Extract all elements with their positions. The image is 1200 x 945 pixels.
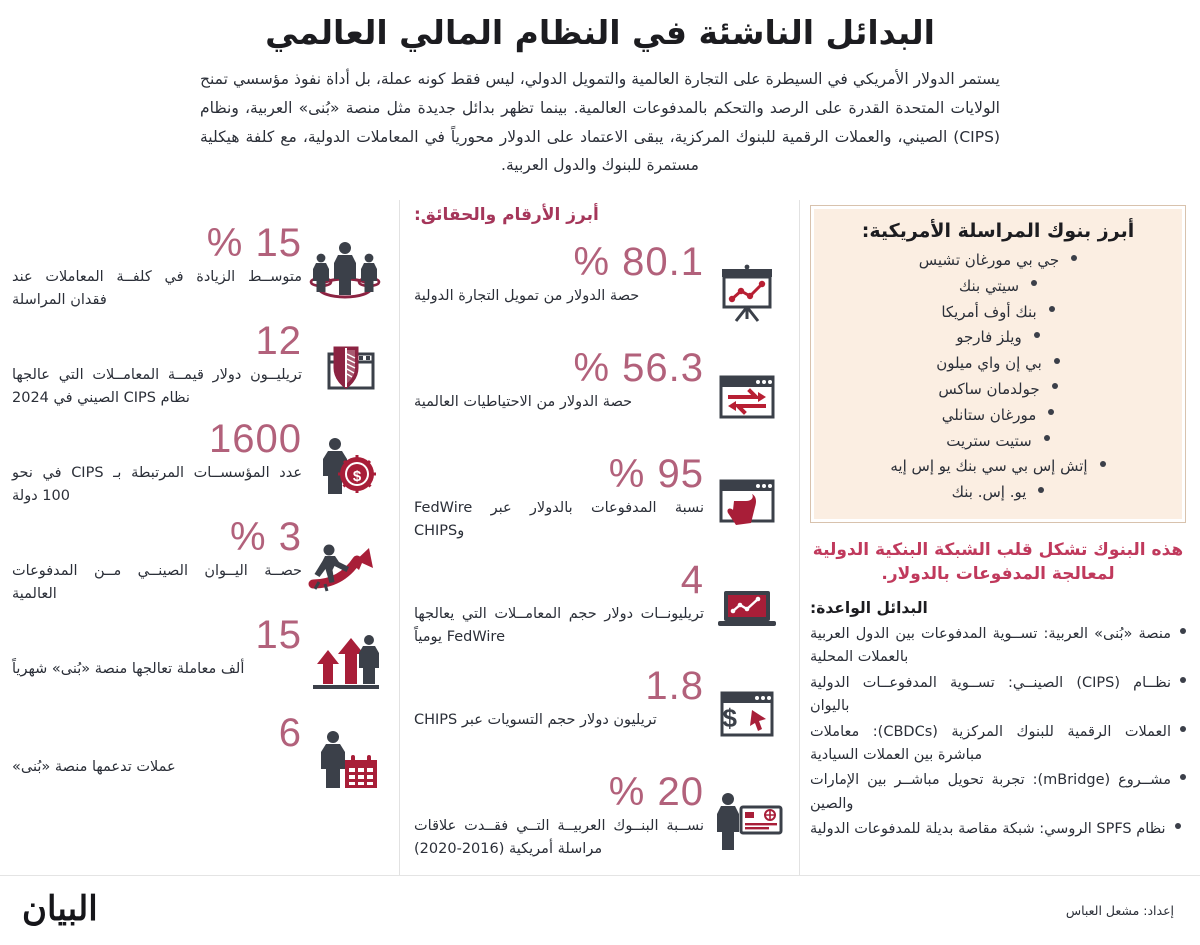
man-pulling-arrow-icon xyxy=(302,522,388,608)
bullet-icon xyxy=(1054,358,1060,364)
list-item xyxy=(827,429,1169,455)
stat-value xyxy=(414,665,704,708)
stat-row xyxy=(8,320,388,412)
click-window-icon xyxy=(704,459,790,545)
stat-number: 1600 xyxy=(209,417,302,461)
stat-row xyxy=(8,222,388,314)
bullet-icon xyxy=(1049,306,1055,312)
stat-description: تريليونــات دولار حجم المعامــلات التي يعالجها FedWire يومياً xyxy=(414,606,704,645)
svg-text:$: $ xyxy=(352,468,362,485)
growth-bars-person-icon xyxy=(302,620,388,706)
right-column xyxy=(800,200,1200,875)
stat-number: 4 xyxy=(680,558,704,602)
header xyxy=(0,0,1200,180)
stat-description: تريليــون دولار قيمــة المعامــلات التي عالجها نظام CIPS الصيني في 2024 xyxy=(12,367,302,406)
presentation-chart-icon xyxy=(704,247,790,333)
list-item xyxy=(810,769,1186,816)
alternatives-heading: البدائل الواعدة: xyxy=(810,598,928,617)
key-figures-heading: أبرز الأرقام والحقائق: xyxy=(414,205,599,225)
bank-name: جولدمان ساكس xyxy=(938,379,1040,398)
page-title: البدائل الناشئة في النظام المالي العالمي xyxy=(265,13,935,52)
stat-description: حصة الدولار من الاحتياطيات العالمية xyxy=(414,394,633,411)
bullet-icon xyxy=(1180,726,1186,732)
stat-row xyxy=(8,712,388,804)
businessman-coin-icon xyxy=(302,424,388,510)
stat-number: 95 xyxy=(657,452,704,496)
left-column xyxy=(0,200,400,875)
intro-paragraph: يستمر الدولار الأمريكي في السيطرة على التجارة العالمية والتمويل الدولي، ليس فقط كونه عملة، بل أداة نفوذ مؤسسي تمنح الولايات المتحدة القدرة على الرصد والتحكم بالمدفوعات العالمية. بينما تظهر بدائل جديدة مثل منصة «بُنى» العربية، ونظام (CIPS) الصيني، والعملات الرقمية للبنوك المركزية، يبقى الاعتماد على الدولار محورياً في المعاملات الدولية، مع كلفة هيكلية مستمرة للبنوك والدول العربية. xyxy=(200,70,1000,175)
stat-row xyxy=(410,347,790,439)
stat-row xyxy=(410,665,790,757)
stat-number: 80.1 xyxy=(622,240,704,284)
list-item xyxy=(827,274,1169,300)
bank-name: يو. إس. بنك xyxy=(951,483,1027,502)
credit-line: إعداد: مشعل العباس xyxy=(1065,903,1174,918)
banks-panel-title: أبرز بنوك المراسلة الأمريكية: xyxy=(861,220,1135,242)
stat-value xyxy=(414,347,704,390)
list-item xyxy=(827,403,1169,429)
stat-description: نســبة البنــوك العربيــة التــي فقــدت علاقات مراسلة أمريكية (2016-2020) xyxy=(414,818,704,857)
stat-unit: % xyxy=(230,515,267,559)
stat-value xyxy=(414,453,704,496)
stat-description: حصة الدولار من تمويل التجارة الدولية xyxy=(414,288,640,305)
list-item xyxy=(810,818,1186,841)
list-item xyxy=(827,325,1169,351)
bullet-icon xyxy=(1100,461,1106,467)
content-columns xyxy=(0,200,1200,875)
alternative-text: منصة «بُنى» العربية: تســوية المدفوعات بين الدول العربية بالعملات المحلية xyxy=(810,625,1171,666)
stat-number: 3 xyxy=(278,515,302,559)
stat-value xyxy=(414,771,704,814)
exchange-window-icon xyxy=(704,353,790,439)
stat-unit: % xyxy=(608,452,646,496)
bank-name: إتش إس بي سي بنك يو إس إيه xyxy=(890,457,1088,476)
bank-name: ويلز فارجو xyxy=(956,328,1022,347)
stat-unit: % xyxy=(608,770,646,814)
alternative-text: العملات الرقمية للبنوك المركزية (CBDCs): معاملات مباشرة بين العملات السيادية xyxy=(810,723,1171,763)
stat-row xyxy=(8,418,388,510)
stat-row xyxy=(8,516,388,608)
stat-description: تريليون دولار حجم التسويات عبر CHIPS xyxy=(414,712,657,729)
footer xyxy=(0,875,1200,945)
stat-unit: % xyxy=(206,221,244,265)
alternative-text: نظــام (CIPS) الصينــي: تســوية المدفوعــات الدولية باليوان xyxy=(810,674,1171,715)
stat-value xyxy=(414,559,704,602)
stat-number: 56.3 xyxy=(622,346,704,390)
stat-value xyxy=(12,222,302,265)
bank-name: بنك أوف أمريكا xyxy=(941,302,1037,321)
stat-description: ألف معاملة تعالجها منصة «بُنى» شهرياً xyxy=(12,661,245,678)
stat-description: نسبة المدفوعات بالدولار عبر FedWire وCHIPS xyxy=(414,500,704,539)
list-item xyxy=(827,377,1169,403)
dollar-window-cursor-icon xyxy=(704,671,790,757)
list-item xyxy=(810,721,1186,768)
list-item xyxy=(827,248,1169,274)
alternative-text: نظام SPFS الروسي: شبكة مقاصة بديلة للمدفوعات الدولية xyxy=(810,821,1166,838)
list-item xyxy=(810,672,1186,719)
laptop-chart-icon xyxy=(704,565,790,651)
shield-window-icon xyxy=(302,326,388,412)
list-item xyxy=(827,351,1169,377)
banks-note: هذه البنوك تشكل قلب الشبكة البنكية الدولية لمعالجة المدفوعات بالدولار. xyxy=(812,539,1184,584)
stat-value xyxy=(12,320,302,363)
bullet-icon xyxy=(1034,332,1040,338)
stat-row xyxy=(410,453,790,545)
bank-name: ستيت ستريت xyxy=(946,431,1032,450)
middle-column xyxy=(400,200,800,875)
stat-description: عدد المؤسســات المرتبطة بـ CIPS في نحو 100 دولة xyxy=(12,465,302,504)
bullet-icon xyxy=(1052,383,1058,389)
stat-value xyxy=(12,712,302,755)
stat-number: 6 xyxy=(278,711,302,755)
people-network-icon xyxy=(302,228,388,314)
bank-name: مورغان ستانلي xyxy=(941,405,1037,424)
bullet-icon xyxy=(1048,409,1054,415)
stat-row xyxy=(410,559,790,651)
stat-description: عملات تدعمها منصة «بُنى» xyxy=(12,759,176,776)
stat-number: 15 xyxy=(255,221,302,265)
bullet-icon xyxy=(1044,435,1050,441)
stat-number: 12 xyxy=(255,319,302,363)
alternative-text: مشــروع (mBridge): تجربة تحويل مباشــر بين الإمارات والصين xyxy=(810,772,1171,812)
stat-row xyxy=(410,771,790,863)
stat-unit: % xyxy=(573,240,611,284)
correspondent-banks-panel xyxy=(810,205,1186,523)
bullet-icon xyxy=(1180,774,1186,780)
bullet-icon xyxy=(1038,487,1044,493)
bank-name: بي إن واي ميلون xyxy=(936,354,1042,373)
stat-value xyxy=(12,614,302,657)
stat-value xyxy=(414,241,704,284)
stat-description: حصــة اليــوان الصينــي مــن المدفوعات العالمية xyxy=(12,563,302,602)
alternatives-list xyxy=(810,623,1186,842)
businessman-calendar-icon xyxy=(302,718,388,804)
bank-name: سيتي بنك xyxy=(958,276,1020,295)
list-item xyxy=(827,454,1169,480)
bullet-icon xyxy=(1031,280,1037,286)
businessman-card-icon xyxy=(704,777,790,863)
svg-text:$: $ xyxy=(722,703,737,733)
stat-row xyxy=(8,614,388,706)
stat-number: 15 xyxy=(255,613,302,657)
stat-value xyxy=(12,516,302,559)
stat-value xyxy=(12,418,302,461)
bank-name: جي بي مورغان تشيس xyxy=(918,251,1060,269)
banks-list xyxy=(827,248,1169,506)
bullet-icon xyxy=(1180,677,1186,683)
list-item xyxy=(827,300,1169,326)
stat-number: 1.8 xyxy=(645,664,704,708)
list-item xyxy=(810,623,1186,670)
stat-unit: % xyxy=(573,346,611,390)
list-item xyxy=(827,480,1169,506)
stat-number: 20 xyxy=(657,770,704,814)
stat-description: متوســط الزيادة في كلفــة المعاملات عند فقدان المراسلة xyxy=(12,269,302,308)
bullet-icon xyxy=(1175,823,1181,829)
publication-logo: البيان xyxy=(22,888,98,929)
stat-row xyxy=(410,241,790,333)
bullet-icon xyxy=(1071,255,1077,261)
bullet-icon xyxy=(1180,628,1186,634)
